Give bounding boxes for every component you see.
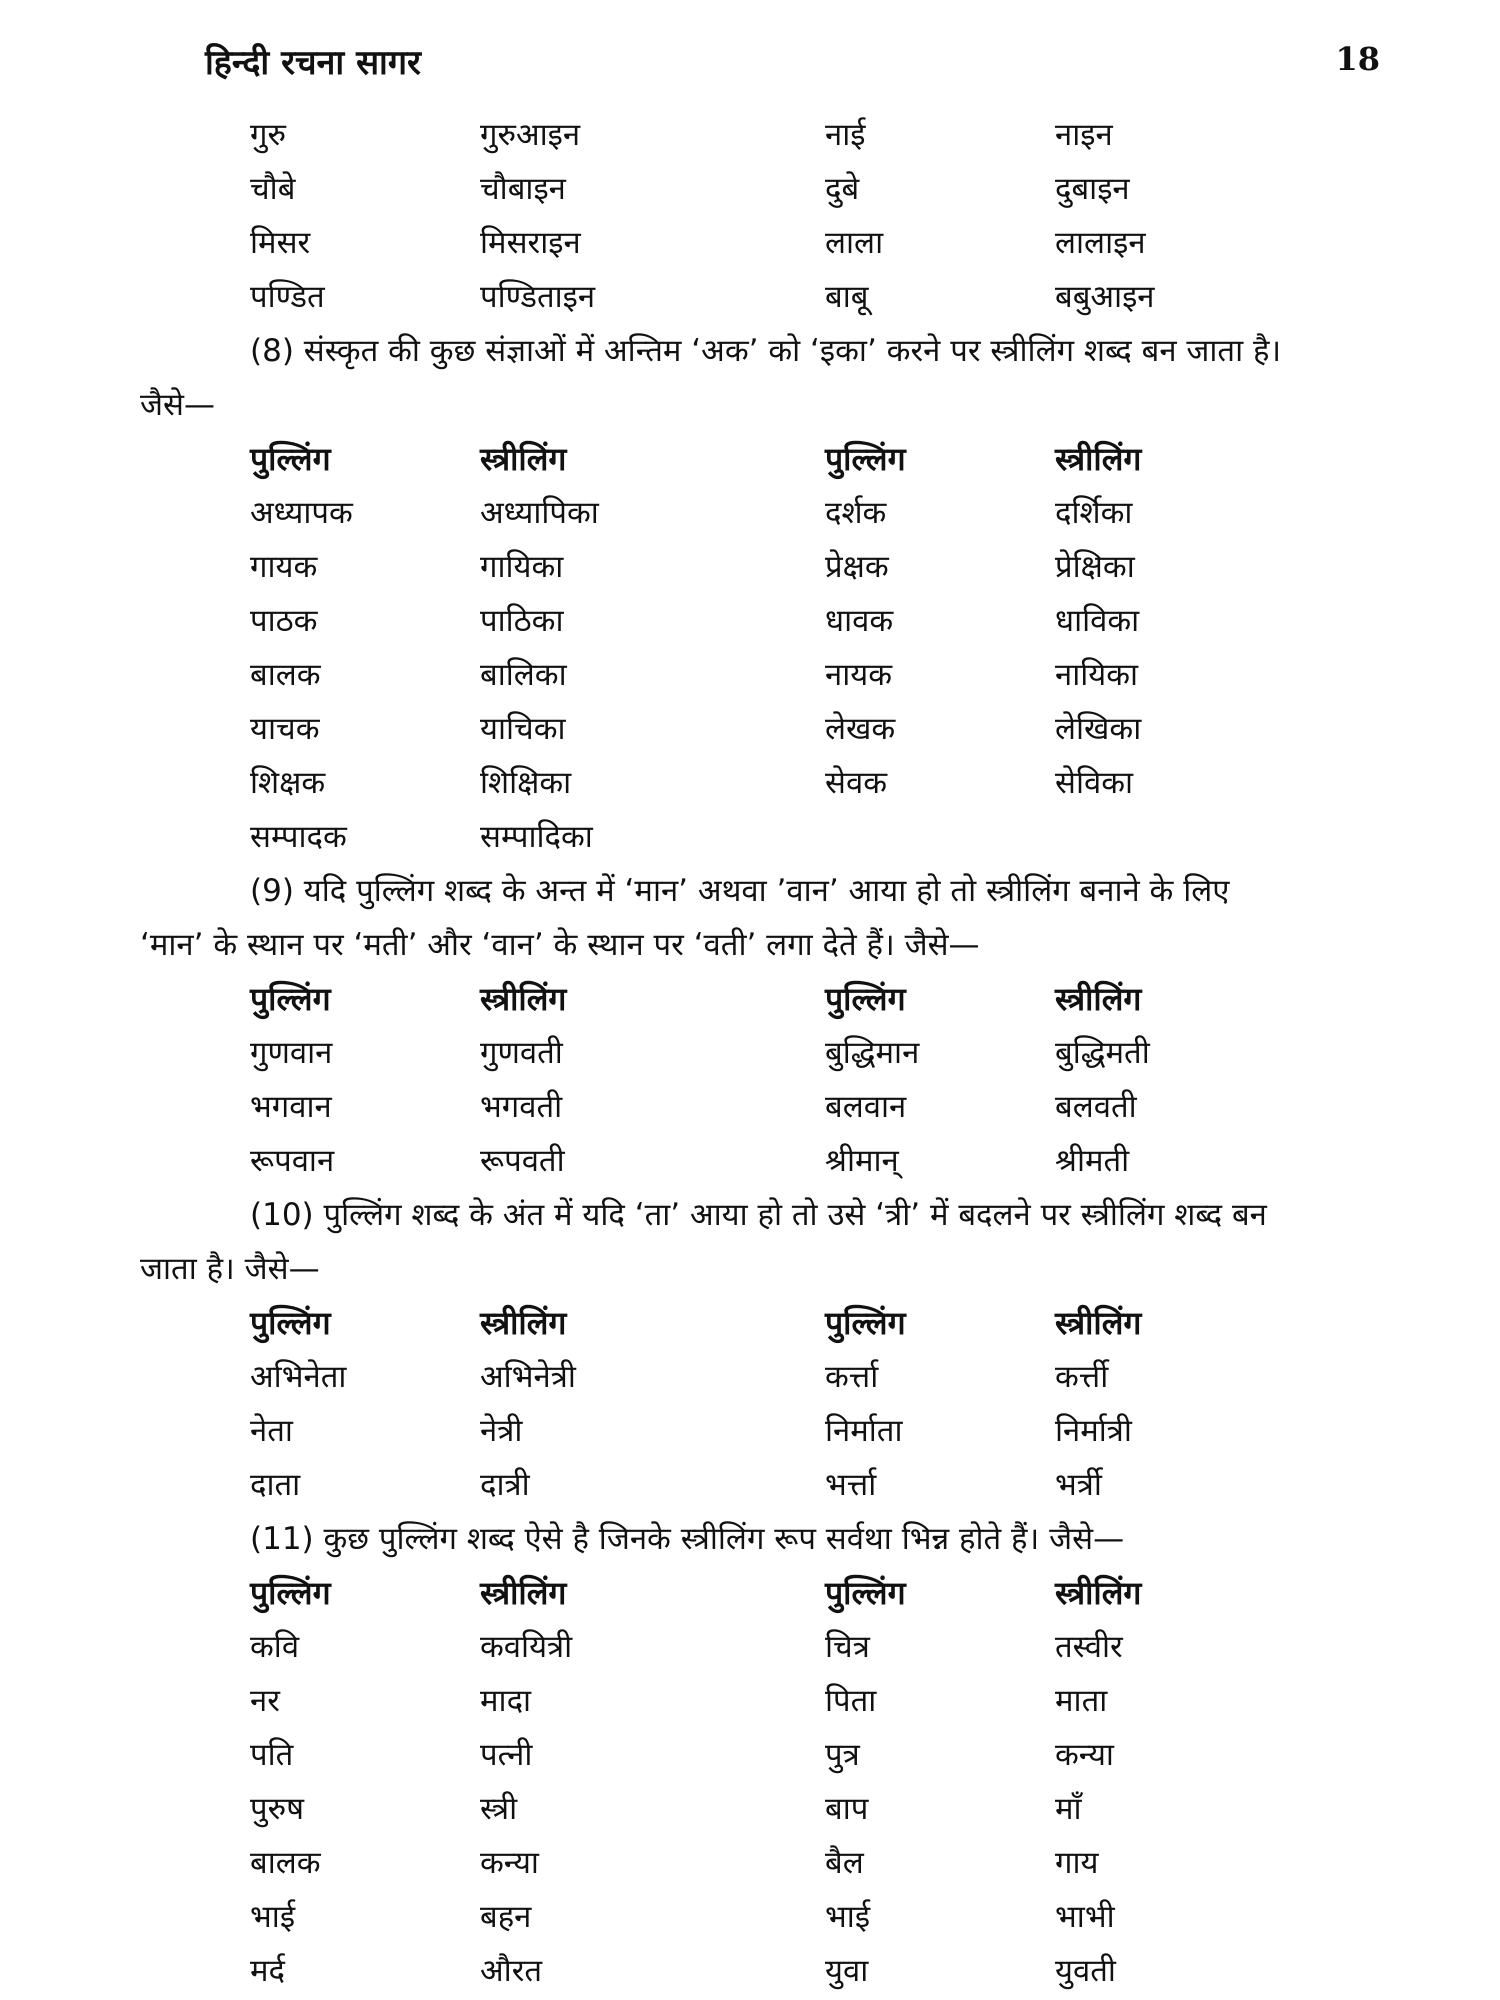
column-header: पुल्लिंग bbox=[250, 1574, 331, 1612]
section-11-table bbox=[250, 1566, 1390, 1998]
table-row bbox=[250, 810, 1390, 864]
table-row bbox=[250, 756, 1390, 810]
table-row bbox=[250, 216, 1390, 270]
table-header-row bbox=[250, 432, 1390, 486]
page-content bbox=[140, 108, 1390, 1998]
running-title: हिन्दी रचना सागर bbox=[205, 43, 421, 83]
table-cell: कर्त्ती bbox=[1055, 1359, 1109, 1395]
table-cell: कवि bbox=[250, 1629, 300, 1665]
table-cell: नायिका bbox=[1055, 657, 1139, 693]
table-cell: पाठक bbox=[250, 603, 318, 639]
table-row bbox=[250, 1836, 1390, 1890]
table-cell: नायक bbox=[825, 657, 893, 693]
table-cell: पण्डित bbox=[250, 279, 325, 315]
table-cell: पाठिका bbox=[480, 603, 564, 639]
table-cell: शिक्षिका bbox=[480, 765, 572, 801]
table-cell: पुरुष bbox=[250, 1791, 305, 1827]
column-header: पुल्लिंग bbox=[825, 1574, 906, 1612]
section-9-rule bbox=[140, 864, 1390, 972]
table-cell: गुणवान bbox=[250, 1035, 333, 1071]
section-10-rule bbox=[140, 1188, 1390, 1296]
table-cell: दाता bbox=[250, 1467, 301, 1503]
table-cell: शिक्षक bbox=[250, 765, 326, 801]
table-cell: तस्वीर bbox=[1055, 1629, 1123, 1665]
table-header-row bbox=[250, 1296, 1390, 1350]
table-cell: गाय bbox=[1055, 1845, 1099, 1881]
section-10-line-2: जाता है। जैसे— bbox=[140, 1251, 320, 1287]
table-cell: याचिका bbox=[480, 711, 566, 747]
table-cell: भगवती bbox=[480, 1089, 563, 1125]
column-header: पुल्लिंग bbox=[250, 980, 331, 1018]
column-header: स्त्रीलिंग bbox=[1055, 980, 1142, 1018]
table-cell: लालाइन bbox=[1055, 225, 1146, 261]
table-cell: नर bbox=[250, 1683, 280, 1719]
section-8-rule bbox=[140, 324, 1390, 432]
table-row bbox=[250, 1026, 1390, 1080]
page-header bbox=[205, 38, 1380, 98]
table-row bbox=[250, 1782, 1390, 1836]
table-cell: पण्डिताइन bbox=[480, 279, 596, 315]
table-cell: माता bbox=[1055, 1683, 1108, 1719]
table-cell: अभिनेत्री bbox=[480, 1359, 576, 1395]
table-row bbox=[250, 1728, 1390, 1782]
table-cell: बबुआइन bbox=[1055, 279, 1155, 315]
table-cell: बुद्धिमती bbox=[1055, 1035, 1150, 1071]
section-11-rule bbox=[140, 1512, 1390, 1566]
table-cell: भगवान bbox=[250, 1089, 332, 1125]
table-row bbox=[250, 1620, 1390, 1674]
column-header: स्त्रीलिंग bbox=[480, 1574, 567, 1612]
table-cell: बुद्धिमान bbox=[825, 1035, 920, 1071]
table-cell: श्रीमान् bbox=[825, 1143, 899, 1179]
table-cell: लाला bbox=[825, 225, 884, 261]
table-cell: गुरु bbox=[250, 117, 286, 153]
table-cell: प्रेक्षक bbox=[825, 549, 889, 585]
table-cell: अध्यापक bbox=[250, 495, 353, 531]
table-header-row bbox=[250, 972, 1390, 1026]
column-header: पुल्लिंग bbox=[250, 1304, 331, 1342]
table-cell: सेवक bbox=[825, 765, 887, 801]
table-row bbox=[250, 1890, 1390, 1944]
table-cell: निर्मात्री bbox=[1055, 1413, 1132, 1449]
section-10-table bbox=[250, 1296, 1390, 1512]
section-8-line-2: जैसे— bbox=[140, 387, 215, 423]
table-cell: पिता bbox=[825, 1683, 877, 1719]
table-cell: दुबे bbox=[825, 171, 860, 207]
table-cell: स्त्री bbox=[480, 1791, 518, 1827]
table-cell: धावक bbox=[825, 603, 894, 639]
table-cell: दर्शक bbox=[825, 495, 887, 531]
table-cell: नाइन bbox=[1055, 117, 1113, 153]
table-cell: श्रीमती bbox=[1055, 1143, 1130, 1179]
table-cell: युवती bbox=[1055, 1953, 1116, 1989]
table-cell: बालक bbox=[250, 657, 321, 693]
table-cell: मर्द bbox=[250, 1953, 285, 1989]
section-8-table bbox=[250, 432, 1390, 864]
column-header: पुल्लिंग bbox=[825, 1304, 906, 1342]
table-cell: बाप bbox=[825, 1791, 869, 1827]
table-cell: भाभी bbox=[1055, 1899, 1115, 1935]
table-cell: चौबे bbox=[250, 171, 296, 207]
table-cell: लेखिका bbox=[1055, 711, 1142, 747]
section-10-line-1: (10) पुल्लिंग शब्द के अंत में यदि ‘ता’ आया हो तो उसे ‘त्री’ में बदलने पर स्त्रीलिंग शब्द बन bbox=[250, 1197, 1267, 1233]
table-cell: नेत्री bbox=[480, 1413, 523, 1449]
table-cell: बाबू bbox=[825, 279, 869, 315]
table-row bbox=[250, 1134, 1390, 1188]
table-cell: लेखक bbox=[825, 711, 896, 747]
table-row bbox=[250, 702, 1390, 756]
table-cell: सम्पादिका bbox=[480, 819, 593, 855]
table-cell: दात्री bbox=[480, 1467, 530, 1503]
table-cell: बैल bbox=[825, 1845, 864, 1881]
column-header: स्त्रीलिंग bbox=[480, 980, 567, 1018]
table-cell: अध्यापिका bbox=[480, 495, 599, 531]
table-row bbox=[250, 1674, 1390, 1728]
column-header: स्त्रीलिंग bbox=[1055, 1304, 1142, 1342]
intro-table bbox=[250, 108, 1390, 324]
column-header: स्त्रीलिंग bbox=[1055, 1574, 1142, 1612]
table-cell: पति bbox=[250, 1737, 294, 1773]
table-cell: अभिनेता bbox=[250, 1359, 347, 1395]
table-cell: बहन bbox=[480, 1899, 532, 1935]
page-number: 18 bbox=[1335, 40, 1380, 78]
table-cell: कर्त्ता bbox=[825, 1359, 879, 1395]
section-11-line-1: (11) कुछ पुल्लिंग शब्द ऐसे है जिनके स्त्रीलिंग रूप सर्वथा भिन्न होते हैं। जैसे— bbox=[250, 1521, 1125, 1557]
table-cell: दर्शिका bbox=[1055, 495, 1133, 531]
table-cell: निर्माता bbox=[825, 1413, 903, 1449]
section-8-line-1: (8) संस्कृत की कुछ संज्ञाओं में अन्तिम ‘अक’ को ‘इका’ करने पर स्त्रीलिंग शब्द बन जाता है। bbox=[250, 333, 1282, 369]
table-cell: सम्पादक bbox=[250, 819, 347, 855]
table-row bbox=[250, 1944, 1390, 1998]
table-cell: भर्त्री bbox=[1055, 1467, 1102, 1503]
table-cell: पत्नी bbox=[480, 1737, 533, 1773]
table-cell: कवयित्री bbox=[480, 1629, 573, 1665]
table-cell: बालक bbox=[250, 1845, 321, 1881]
table-header-row bbox=[250, 1566, 1390, 1620]
table-cell: भर्त्ता bbox=[825, 1467, 877, 1503]
table-row bbox=[250, 648, 1390, 702]
table-row bbox=[250, 1458, 1390, 1512]
table-row bbox=[250, 162, 1390, 216]
section-9-line-2: ‘मान’ के स्थान पर ‘मती’ और ‘वान’ के स्थान पर ‘वती’ लगा देते हैं। जैसे— bbox=[140, 927, 980, 963]
table-row bbox=[250, 108, 1390, 162]
column-header: पुल्लिंग bbox=[825, 440, 906, 478]
table-row bbox=[250, 1350, 1390, 1404]
table-cell: मिसराइन bbox=[480, 225, 581, 261]
table-cell: औरत bbox=[480, 1953, 543, 1989]
table-cell: गायिका bbox=[480, 549, 564, 585]
table-cell: चित्र bbox=[825, 1629, 870, 1665]
table-cell: सेविका bbox=[1055, 765, 1134, 801]
table-cell: रूपवती bbox=[480, 1143, 565, 1179]
table-cell: गुरुआइन bbox=[480, 117, 581, 153]
table-cell: पुत्र bbox=[825, 1737, 860, 1773]
table-cell: चौबाइन bbox=[480, 171, 566, 207]
table-cell: नेता bbox=[250, 1413, 293, 1449]
table-row bbox=[250, 594, 1390, 648]
table-cell: मादा bbox=[480, 1683, 532, 1719]
table-cell: युवा bbox=[825, 1953, 869, 1989]
table-cell: गायक bbox=[250, 549, 318, 585]
column-header: पुल्लिंग bbox=[825, 980, 906, 1018]
table-cell: बालिका bbox=[480, 657, 567, 693]
table-cell: भाई bbox=[825, 1899, 871, 1935]
column-header: स्त्रीलिंग bbox=[480, 440, 567, 478]
table-cell: गुणवती bbox=[480, 1035, 563, 1071]
table-cell: कन्या bbox=[480, 1845, 539, 1881]
column-header: पुल्लिंग bbox=[250, 440, 331, 478]
table-cell: बलवान bbox=[825, 1089, 907, 1125]
table-cell: दुबाइन bbox=[1055, 171, 1130, 207]
table-cell: कन्या bbox=[1055, 1737, 1114, 1773]
column-header: स्त्रीलिंग bbox=[480, 1304, 567, 1342]
table-cell: धाविका bbox=[1055, 603, 1140, 639]
table-cell: माँ bbox=[1055, 1791, 1082, 1827]
section-9-table bbox=[250, 972, 1390, 1188]
table-cell: रूपवान bbox=[250, 1143, 335, 1179]
table-row bbox=[250, 1080, 1390, 1134]
column-header: स्त्रीलिंग bbox=[1055, 440, 1142, 478]
table-cell: मिसर bbox=[250, 225, 311, 261]
table-cell: याचक bbox=[250, 711, 320, 747]
table-row bbox=[250, 486, 1390, 540]
section-9-line-1: (9) यदि पुल्लिंग शब्द के अन्त में ‘मान’ अथवा ’वान’ आया हो तो स्त्रीलिंग बनाने के लिए bbox=[250, 873, 1230, 909]
table-row bbox=[250, 1404, 1390, 1458]
table-cell: नाई bbox=[825, 117, 866, 153]
table-row bbox=[250, 270, 1390, 324]
table-cell: भाई bbox=[250, 1899, 296, 1935]
table-row bbox=[250, 540, 1390, 594]
table-cell: बलवती bbox=[1055, 1089, 1137, 1125]
table-cell: प्रेक्षिका bbox=[1055, 549, 1135, 585]
